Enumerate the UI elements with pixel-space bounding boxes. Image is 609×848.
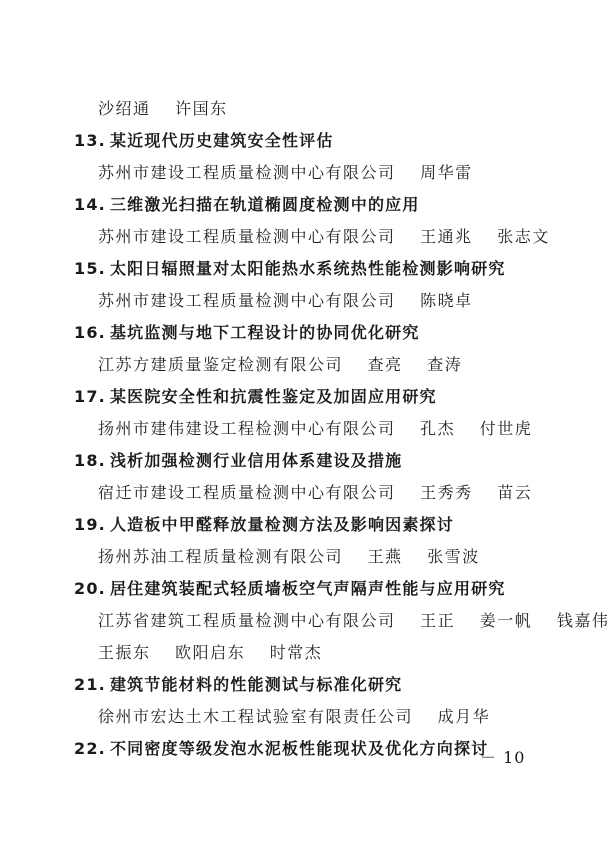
paper-title-19 — [74, 514, 454, 536]
item-number: 22. — [74, 739, 106, 758]
paper-title-22 — [74, 738, 488, 760]
org-name: 苏州市建设工程质量检测中心有限公司 — [98, 291, 396, 310]
paper-authors-continued-20 — [98, 642, 322, 664]
author-name: 付世虎 — [479, 419, 533, 438]
paper-affiliation-14 — [98, 226, 550, 248]
paper-title-20 — [74, 578, 506, 600]
author-name: 王正 — [420, 611, 456, 630]
item-number: 15. — [74, 259, 106, 278]
title-text: 基坑监测与地下工程设计的协同优化研究 — [109, 323, 420, 342]
paper-affiliation-13 — [98, 162, 473, 184]
paper-affiliation-20 — [98, 610, 609, 632]
paper-title-16 — [74, 322, 420, 344]
paper-title-14 — [74, 194, 420, 216]
paper-affiliation-16 — [98, 354, 462, 376]
title-text: 浅析加强检测行业信用体系建设及措施 — [109, 451, 403, 470]
paper-title-18 — [74, 450, 402, 472]
org-name: 江苏方建质量鉴定检测有限公司 — [98, 355, 344, 374]
org-name: 苏州市建设工程质量检测中心有限公司 — [98, 227, 396, 246]
paper-title-21 — [74, 674, 402, 696]
author-name: 钱嘉伟 — [556, 611, 609, 630]
author-name: 王秀秀 — [420, 483, 473, 502]
title-text: 不同密度等级发泡水泥板性能现状及优化方向探讨 — [109, 739, 489, 758]
item-number: 17. — [74, 387, 106, 406]
author-name: 欧阳启东 — [175, 643, 246, 662]
page-number: － 10 — [480, 748, 526, 767]
paper-affiliation-17 — [98, 418, 532, 440]
author-name: 周华雷 — [420, 163, 473, 182]
title-text: 人造板中甲醛释放量检测方法及影响因素探讨 — [109, 515, 454, 534]
paper-title-15 — [74, 258, 506, 280]
author-name: 陈晓卓 — [420, 291, 473, 310]
title-text: 某医院安全性和抗震性鉴定及加固应用研究 — [109, 387, 437, 406]
org-name: 苏州市建设工程质量检测中心有限公司 — [98, 163, 396, 182]
continuation-author-line — [98, 98, 228, 120]
author-name: 张雪波 — [427, 547, 480, 566]
author-name: 查涛 — [427, 355, 463, 374]
org-name: 扬州苏油工程质量检测有限公司 — [98, 547, 344, 566]
paper-affiliation-21 — [98, 706, 490, 728]
author-name: 时常杰 — [269, 643, 323, 662]
org-name: 江苏省建筑工程质量检测中心有限公司 — [98, 611, 396, 630]
author-name: 成月华 — [437, 707, 491, 726]
title-text: 居住建筑装配式轻质墙板空气声隔声性能与应用研究 — [109, 579, 506, 598]
title-text: 太阳日辐照量对太阳能热水系统热性能检测影响研究 — [109, 259, 506, 278]
item-number: 16. — [74, 323, 106, 342]
paper-affiliation-18 — [98, 482, 532, 504]
author-name: 张志文 — [497, 227, 550, 246]
author-name: 姜一帆 — [479, 611, 533, 630]
paper-affiliation-19 — [98, 546, 480, 568]
author-name: 查亮 — [367, 355, 403, 374]
item-number: 20. — [74, 579, 106, 598]
author-name: 许国东 — [175, 99, 228, 118]
author-name: 沙绍通 — [98, 99, 151, 118]
title-text: 建筑节能材料的性能测试与标准化研究 — [109, 675, 403, 694]
org-name: 徐州市宏达土木工程试验室有限责任公司 — [98, 707, 414, 726]
title-text: 某近现代历史建筑安全性评估 — [109, 131, 334, 150]
author-name: 苗云 — [497, 483, 533, 502]
item-number: 18. — [74, 451, 106, 470]
item-number: 13. — [74, 131, 106, 150]
paper-affiliation-15 — [98, 290, 473, 312]
title-text: 三维激光扫描在轨道椭圆度检测中的应用 — [109, 195, 420, 214]
item-number: 14. — [74, 195, 106, 214]
item-number: 21. — [74, 675, 106, 694]
item-number: 19. — [74, 515, 106, 534]
author-name: 王振东 — [98, 643, 151, 662]
author-name: 王通兆 — [420, 227, 473, 246]
paper-title-13 — [74, 130, 334, 152]
author-name: 王燕 — [367, 547, 403, 566]
org-name: 扬州市建伟建设工程检测中心有限公司 — [98, 419, 396, 438]
author-name: 孔杰 — [420, 419, 456, 438]
paper-title-17 — [74, 386, 437, 408]
org-name: 宿迁市建设工程质量检测中心有限公司 — [98, 483, 396, 502]
